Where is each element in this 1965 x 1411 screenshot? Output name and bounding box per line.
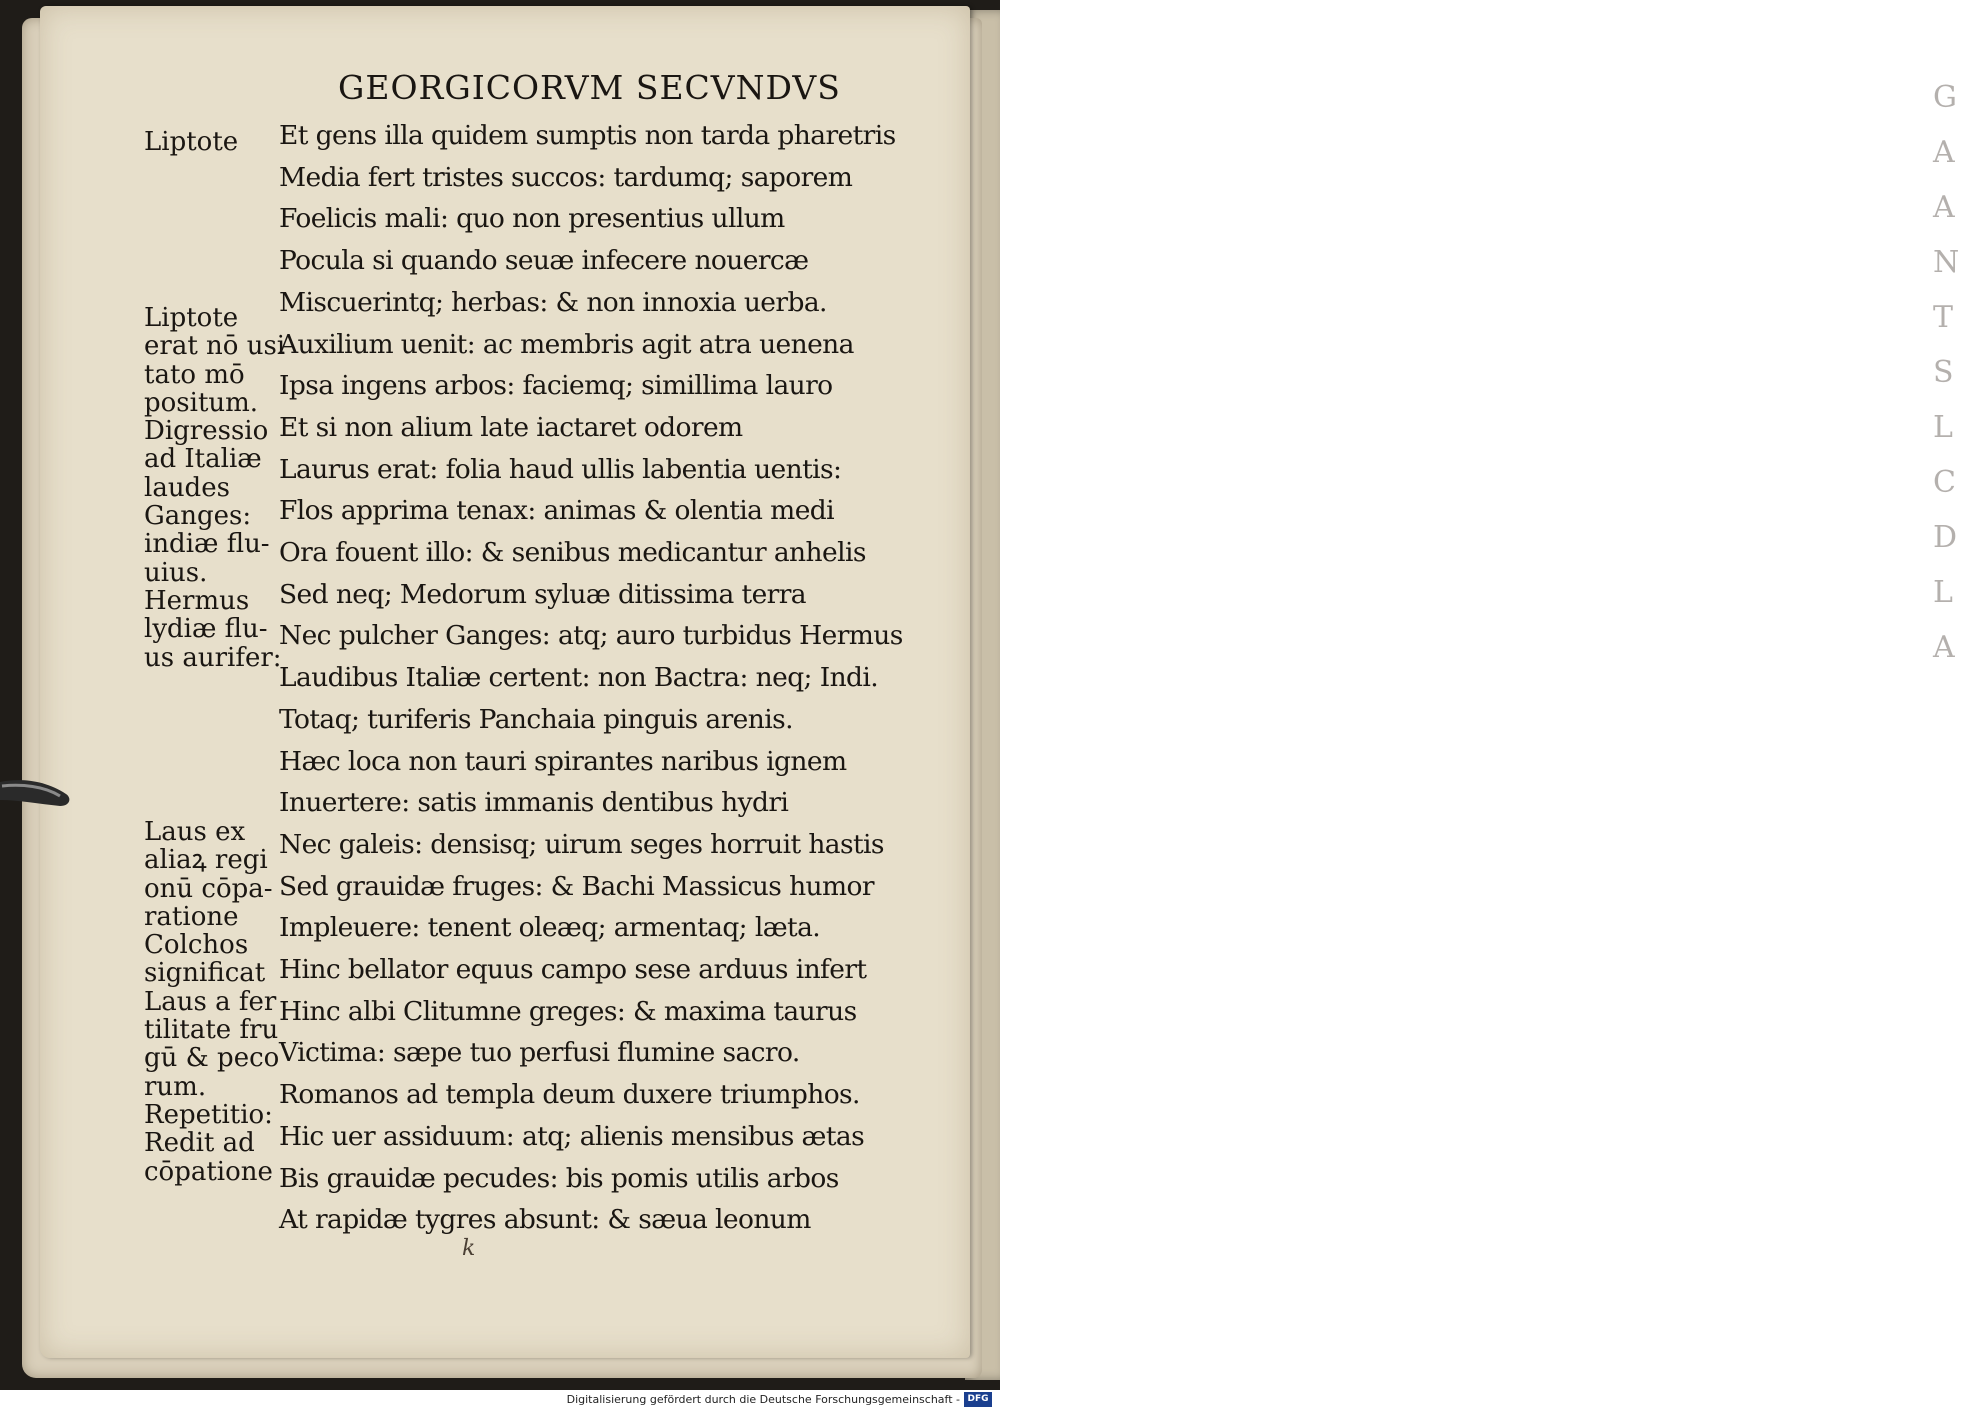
verse-line: Et si non alium late iactaret odorem xyxy=(279,411,743,443)
verse-line: At rapidæ tygres absunt: & sæua leonum xyxy=(279,1204,811,1236)
verse-line: Media fert tristes succos: tardumq; saporem xyxy=(279,161,853,193)
verse-line: Foelicis mali: quo non presentius ullum xyxy=(279,203,785,235)
margin-note-group xyxy=(144,304,285,672)
verse-line: Pocula si quando seuæ infecere nouercæ xyxy=(279,245,809,277)
margin-note-line: Ganges: xyxy=(144,501,252,532)
verse-line: Totaq; turiferis Panchaia pinguis arenis. xyxy=(279,703,793,735)
verse-line: Bis grauidæ pecudes: bis pomis utilis arbos xyxy=(279,1162,839,1194)
margin-note-line: Redit ad xyxy=(144,1128,255,1159)
margin-note-line: lydiæ flu- xyxy=(144,614,268,645)
margin-note-line: Colchos xyxy=(144,930,249,961)
margin-note-line: laudes xyxy=(144,472,230,503)
margin-note-line: Repetitio: xyxy=(144,1099,273,1130)
verse-line: Victima: sæpe tuo perfusi flumine sacro. xyxy=(279,1037,800,1069)
margin-note-line: ratione xyxy=(144,901,239,932)
margin-note-line: rum. xyxy=(144,1071,207,1102)
bleed-through-letters: G A A N T S L C D L A xyxy=(1933,80,1960,665)
margin-note-group xyxy=(144,818,279,1186)
verse-line: Auxilium uenit: ac membris agit atra uenena xyxy=(279,328,854,360)
margin-note-line: onū cōpa- xyxy=(144,873,273,904)
margin-note-line: tato mō xyxy=(144,359,245,390)
margin-note-line: Digressio xyxy=(144,416,269,447)
verse-line: Et gens illa quidem sumptis non tarda pharetris xyxy=(279,120,896,151)
book-clip-icon xyxy=(0,760,72,820)
verse-line: Inuertere: satis immanis dentibus hydri xyxy=(279,787,789,819)
verse-line: Impleuere: tenent oleæq; armentaq; læta. xyxy=(279,912,821,944)
verse-line: Miscuerintq; herbas: & non innoxia uerba. xyxy=(279,286,827,318)
digitization-footer xyxy=(0,1390,1000,1411)
funding-credit: Digitalisierung gefördert durch die Deutsche Forschungsgemeinschaft - xyxy=(566,1393,960,1406)
margin-note-line: indiæ flu- xyxy=(144,529,270,560)
verse-line: Hinc albi Clitumne greges: & maxima taurus xyxy=(279,995,857,1027)
margin-note-line: Hermus xyxy=(144,585,250,616)
verse-line: Flos apprima tenax: animas & olentia medi xyxy=(279,495,835,527)
margin-note-line: Laus a fer xyxy=(144,986,277,1017)
dfg-logo-icon: DFG xyxy=(964,1392,992,1407)
verse-line: Ora fouent illo: & senibus medicantur anhelis xyxy=(279,537,866,569)
margin-note-line: gū & peco xyxy=(144,1043,280,1074)
margin-note-line: tilitate fru xyxy=(144,1015,279,1046)
verse-line: Hinc bellator equus campo sese arduus infert xyxy=(279,954,867,986)
margin-note-line: Liptote xyxy=(144,303,239,333)
margin-note-group xyxy=(144,128,238,156)
margin-note-line: cōpatione xyxy=(144,1156,273,1187)
signature-mark: k xyxy=(462,1236,476,1261)
margin-note-line: significat xyxy=(144,958,266,989)
verse-text-block xyxy=(279,115,903,1241)
margin-note-line: ad Italiæ xyxy=(144,444,262,475)
verse-line: Hic uer assiduum: atq; alienis mensibus ætas xyxy=(279,1120,865,1152)
verse-line: Nec pulcher Ganges: atq; auro turbidus Hermus xyxy=(279,620,903,652)
verse-line: Sed neq; Medorum syluæ ditissima terra xyxy=(279,578,807,610)
verse-line: Hæc loca non tauri spirantes naribus ignem xyxy=(279,745,847,777)
verse-line: Romanos ad templa deum duxere triumphos. xyxy=(279,1079,860,1111)
verse-line: Sed grauidæ fruges: & Bachi Massicus humor xyxy=(279,870,874,902)
margin-note-line: Liptote xyxy=(144,127,239,157)
running-header: GEORGICORVM SECVNDVS xyxy=(338,68,841,107)
verse-line: Laurus erat: folia haud ullis labentia uentis: xyxy=(279,453,842,485)
margin-note-line: us aurifer: xyxy=(144,642,282,673)
verse-line: Ipsa ingens arbos: faciemq; simillima lauro xyxy=(279,370,833,402)
margin-note-line: Laus ex xyxy=(144,817,246,847)
verse-line: Nec galeis: densisq; uirum seges horruit hastis xyxy=(279,828,884,860)
margin-note-line: positum. xyxy=(144,387,259,418)
margin-note-line: erat nō usi xyxy=(144,331,286,362)
verse-line: Laudibus Italiæ certent: non Bactra: neq; Indi. xyxy=(279,662,879,694)
margin-note-line: uius. xyxy=(144,557,208,588)
margin-note-line: aliaꝝ regi xyxy=(144,845,268,876)
